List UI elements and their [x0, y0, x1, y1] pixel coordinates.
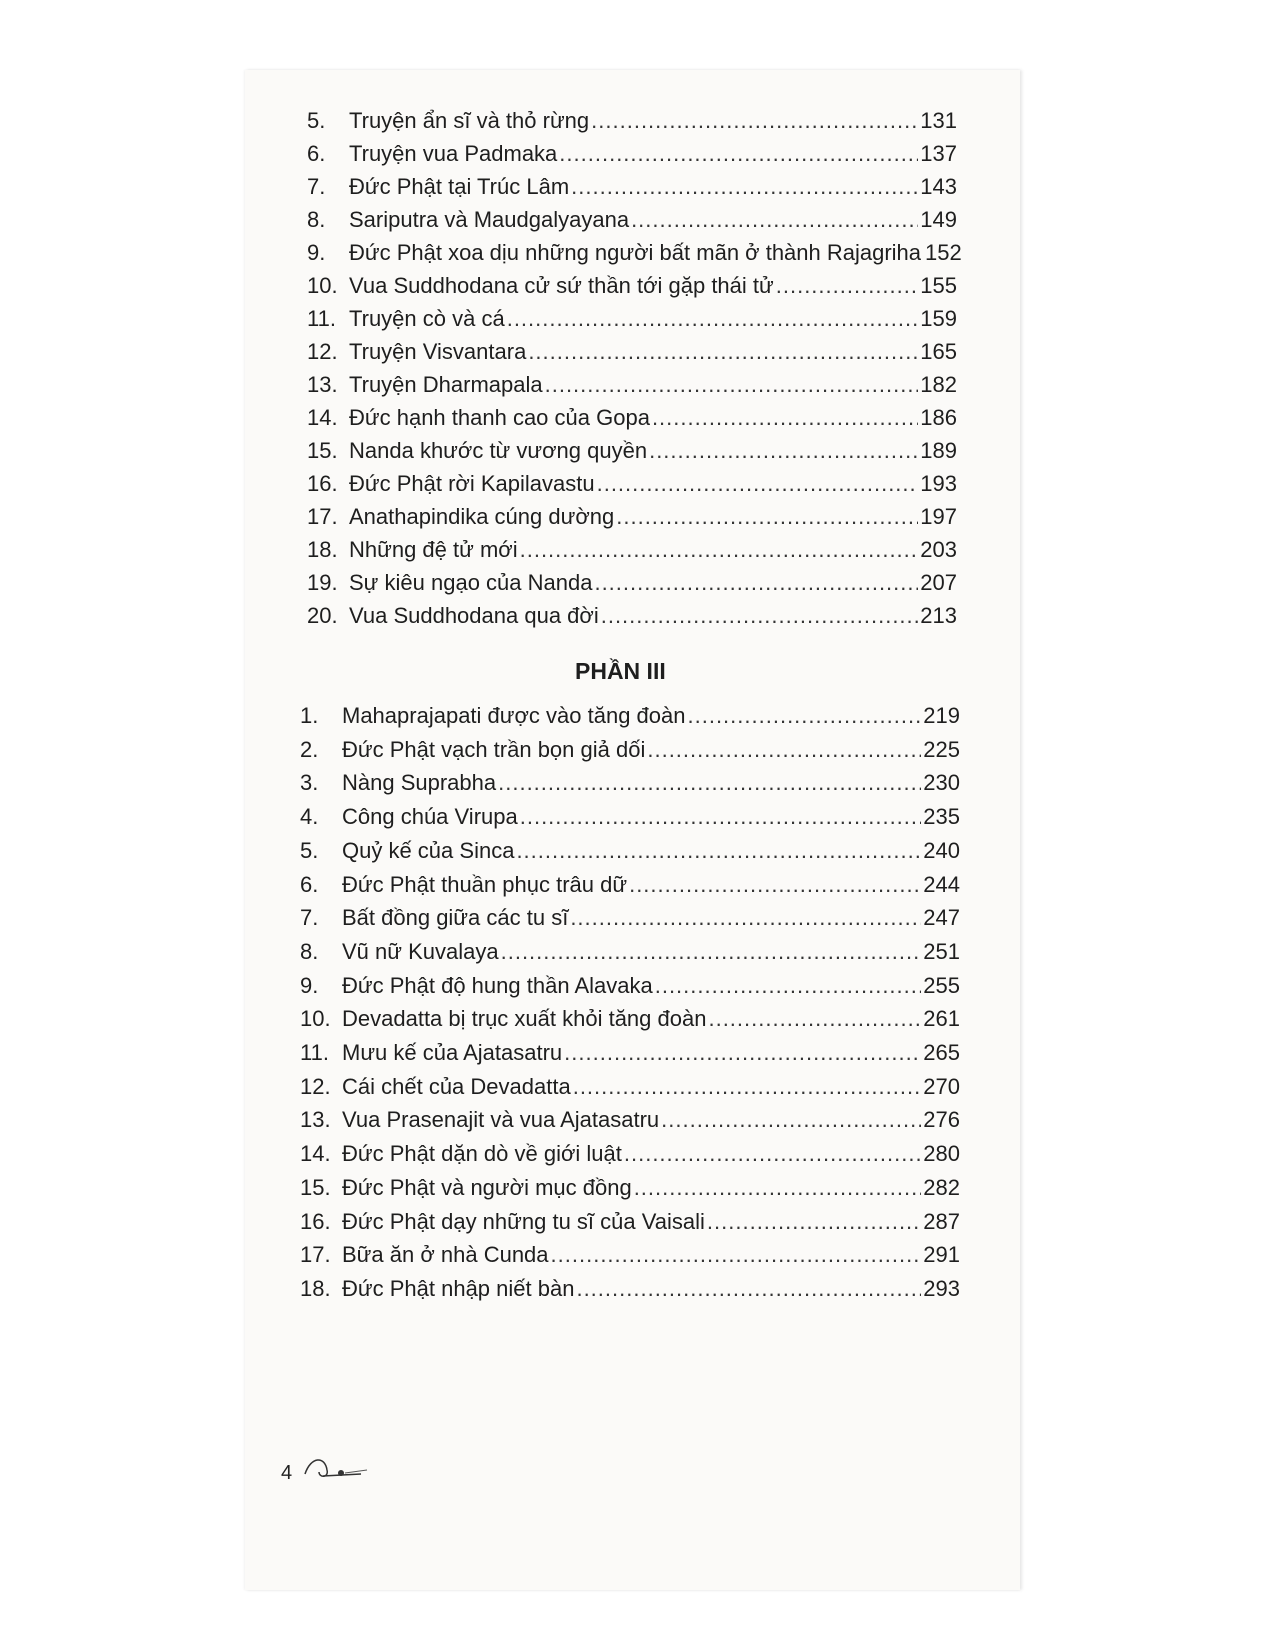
- toc-entry: [300, 1276, 960, 1302]
- dot-leader: [655, 973, 922, 999]
- toc-entry: [307, 537, 957, 563]
- entry-number: 16.: [300, 1208, 331, 1234]
- entry-title: Sự kiêu ngạo của Nanda: [349, 570, 593, 595]
- entry-page-number: 261: [923, 1006, 960, 1032]
- entry-title: Đức Phật rời Kapilavastu: [349, 471, 595, 496]
- entry-number: 6.: [300, 871, 319, 897]
- entry-number: 8.: [300, 938, 319, 964]
- entry-number: 18.: [307, 537, 338, 562]
- part-iii-heading: PHẦN III: [575, 658, 666, 684]
- entry-page-number: 255: [923, 972, 960, 998]
- dot-leader: [528, 339, 918, 365]
- entry-number: 7.: [300, 905, 319, 931]
- toc-entry: [300, 1006, 960, 1032]
- entry-title: Truyện vua Padmaka: [349, 141, 558, 166]
- dot-leader: [545, 372, 919, 398]
- entry-page-number: 291: [923, 1242, 960, 1268]
- entry-title: Truyện ẩn sĩ và thỏ rừng: [349, 108, 590, 133]
- entry-number: 14.: [300, 1141, 331, 1167]
- entry-number: 13.: [307, 372, 338, 397]
- dot-leader: [629, 872, 921, 898]
- toc-entry: [307, 372, 957, 398]
- entry-number: 5.: [300, 837, 319, 863]
- page-number: 4: [281, 1462, 293, 1484]
- entry-page-number: 165: [920, 339, 957, 364]
- toc-entry: [307, 141, 957, 167]
- entry-number: 11.: [300, 1040, 329, 1065]
- dot-leader: [498, 770, 921, 796]
- entry-page-number: 235: [923, 804, 960, 830]
- toc-entry: [300, 1107, 960, 1133]
- toc-entry: [300, 1040, 960, 1066]
- entry-number: 15.: [307, 438, 338, 463]
- entry-title: Công chúa Virupa: [342, 804, 518, 830]
- entry-page-number: 152: [925, 240, 962, 265]
- entry-page-number: 203: [920, 537, 957, 562]
- dot-leader: [501, 939, 922, 965]
- entry-title: Nanda khước từ vương quyền: [349, 438, 648, 463]
- toc-entry: [300, 1141, 960, 1167]
- dot-leader: [551, 1242, 922, 1268]
- entry-page-number: 225: [923, 736, 960, 762]
- entry-number: 17.: [307, 504, 338, 529]
- entry-title: Nàng Suprabha: [342, 770, 497, 796]
- entry-title: Đức Phật vạch trần bọn giả dối: [342, 736, 646, 762]
- dot-leader: [564, 1040, 921, 1066]
- toc-entry: [300, 973, 960, 999]
- dot-leader: [616, 504, 918, 530]
- entry-title: Bất đồng giữa các tu sĩ: [342, 905, 569, 931]
- entry-title: Đức Phật nhập niết bàn: [342, 1275, 575, 1301]
- dot-leader: [707, 1209, 921, 1235]
- entry-number: 6.: [307, 141, 326, 166]
- entry-page-number: 219: [923, 703, 960, 728]
- toc-entry: [307, 306, 957, 332]
- toc-entry: [307, 603, 957, 629]
- entry-number: 13.: [300, 1107, 331, 1133]
- entry-title: Cái chết của Devadatta: [342, 1073, 571, 1099]
- dot-leader: [661, 1107, 921, 1133]
- entry-title: Sariputra và Maudgalyayana: [349, 207, 630, 232]
- entry-number: 18.: [300, 1275, 331, 1301]
- entry-page-number: 207: [920, 570, 957, 595]
- entry-number: 11.: [307, 306, 336, 331]
- toc-entry: [307, 273, 957, 299]
- dot-leader: [559, 141, 918, 167]
- entry-number: 1.: [300, 703, 319, 728]
- entry-title: Devadatta bị trục xuất khỏi tăng đoàn: [342, 1006, 707, 1032]
- dot-leader: [520, 537, 919, 563]
- entry-page-number: 197: [920, 504, 957, 529]
- entry-title: Truyện cò và cá: [349, 306, 505, 331]
- entry-page-number: 143: [920, 174, 957, 199]
- entry-page-number: 240: [923, 837, 960, 863]
- entry-page-number: 280: [923, 1141, 960, 1167]
- toc-entry: [300, 905, 960, 931]
- dot-leader: [576, 1276, 921, 1302]
- toc-entry: [307, 405, 957, 431]
- toc-entry: [307, 240, 962, 266]
- dot-leader: [776, 273, 919, 299]
- entry-page-number: 244: [923, 871, 960, 897]
- entry-number: 5.: [307, 108, 326, 133]
- entry-page-number: 251: [923, 938, 960, 964]
- entry-title: Đức Phật tại Trúc Lâm: [349, 174, 570, 199]
- toc-entry: [300, 1074, 960, 1100]
- entry-number: 2.: [300, 736, 319, 762]
- entry-page-number: 230: [923, 770, 960, 796]
- entry-title: Mưu kế của Ajatasatru: [342, 1040, 563, 1065]
- entry-number: 17.: [300, 1242, 331, 1268]
- dot-leader: [597, 471, 919, 497]
- entry-title: Bữa ăn ở nhà Cunda: [342, 1242, 549, 1268]
- toc-entry: [307, 438, 957, 464]
- entry-title: Đức Phật và người mục đồng: [342, 1174, 632, 1200]
- entry-title: Đức hạnh thanh cao của Gopa: [349, 405, 650, 430]
- dot-leader: [647, 737, 921, 763]
- entry-title: Truyện Dharmapala: [349, 372, 543, 397]
- entry-title: Quỷ kế của Sinca: [342, 837, 515, 863]
- entry-number: 4.: [300, 804, 319, 830]
- entry-page-number: 293: [923, 1275, 960, 1301]
- entry-number: 3.: [300, 770, 319, 796]
- dot-leader: [688, 703, 922, 729]
- entry-page-number: 189: [920, 438, 957, 463]
- toc-entry: [300, 1209, 960, 1235]
- toc-entry: [300, 872, 960, 898]
- ornament-icon: [301, 1452, 371, 1482]
- toc-entry: [300, 703, 960, 729]
- dot-leader: [573, 1074, 922, 1100]
- toc-entry: [300, 804, 960, 830]
- dot-leader: [520, 804, 922, 830]
- entry-title: Truyện Visvantara: [349, 339, 527, 364]
- entry-page-number: 159: [920, 306, 957, 331]
- entry-page-number: 149: [920, 207, 957, 232]
- toc-entry: [300, 838, 960, 864]
- entry-number: 12.: [307, 339, 338, 364]
- entry-page-number: 131: [920, 108, 957, 133]
- entry-page-number: 186: [920, 405, 957, 430]
- entry-number: 20.: [307, 603, 338, 628]
- entry-number: 12.: [300, 1073, 331, 1099]
- dot-leader: [631, 207, 918, 233]
- dot-leader: [591, 108, 918, 134]
- entry-page-number: 270: [923, 1073, 960, 1099]
- toc-entry: [300, 1242, 960, 1268]
- entry-title: Những đệ tử mới: [349, 537, 518, 562]
- entry-title: Vua Suddhodana qua đời: [349, 603, 599, 628]
- toc-entry: [307, 339, 957, 365]
- entry-title: Đức Phật độ hung thần Alavaka: [342, 972, 653, 998]
- toc-entry: [307, 108, 957, 134]
- entry-title: Vua Suddhodana cử sứ thần tới gặp thái tử: [349, 273, 774, 298]
- entry-page-number: 265: [923, 1040, 960, 1065]
- entry-number: 10.: [300, 1006, 331, 1032]
- toc-entry: [300, 1175, 960, 1201]
- entry-page-number: 287: [923, 1208, 960, 1234]
- entry-number: 9.: [307, 240, 326, 265]
- entry-title: Đức Phật thuần phục trâu dữ: [342, 871, 628, 897]
- entry-page-number: 247: [923, 905, 960, 931]
- toc-entry: [300, 939, 960, 965]
- entry-number: 10.: [307, 273, 338, 298]
- dot-leader: [649, 438, 918, 464]
- entry-number: 16.: [307, 471, 338, 496]
- toc-entry: [307, 174, 957, 200]
- entry-page-number: 213: [920, 603, 957, 628]
- toc-entry: [307, 504, 957, 530]
- dot-leader: [652, 405, 918, 431]
- entry-number: 7.: [307, 174, 326, 199]
- entry-number: 9.: [300, 972, 319, 998]
- entry-title: Vua Prasenajit và vua Ajatasatru: [342, 1107, 660, 1133]
- dot-leader: [594, 570, 918, 596]
- dot-leader: [624, 1141, 921, 1167]
- dot-leader: [516, 838, 921, 864]
- dot-leader: [507, 306, 919, 332]
- dot-leader: [708, 1006, 921, 1032]
- entry-page-number: 182: [920, 372, 957, 397]
- dot-leader: [601, 603, 919, 629]
- entry-title: Vũ nữ Kuvalaya: [342, 938, 499, 964]
- entry-number: 15.: [300, 1174, 331, 1200]
- toc-entry: [307, 471, 957, 497]
- toc-entry: [300, 770, 960, 796]
- entry-page-number: 282: [923, 1174, 960, 1200]
- toc-entry: [307, 207, 957, 233]
- entry-number: 14.: [307, 405, 338, 430]
- toc-entry: [300, 737, 960, 763]
- entry-number: 19.: [307, 570, 338, 595]
- entry-page-number: 193: [920, 471, 957, 496]
- entry-page-number: 276: [923, 1107, 960, 1133]
- entry-title: Đức Phật dặn dò về giới luật: [342, 1141, 622, 1167]
- entry-title: Đức Phật xoa dịu những người bất mãn ở thành Rajagriha: [349, 240, 922, 265]
- book-page: [245, 70, 1020, 1590]
- dot-leader: [571, 174, 918, 200]
- entry-page-number: 137: [920, 141, 957, 166]
- entry-page-number: 155: [920, 273, 957, 298]
- entry-title: Anathapindika cúng dường: [349, 504, 615, 529]
- entry-number: 8.: [307, 207, 326, 232]
- toc-entry: [307, 570, 957, 596]
- dot-leader: [570, 905, 921, 931]
- dot-leader: [634, 1175, 922, 1201]
- entry-title: Mahaprajapati được vào tăng đoàn: [342, 703, 686, 728]
- entry-title: Đức Phật dạy những tu sĩ của Vaisali: [342, 1208, 705, 1234]
